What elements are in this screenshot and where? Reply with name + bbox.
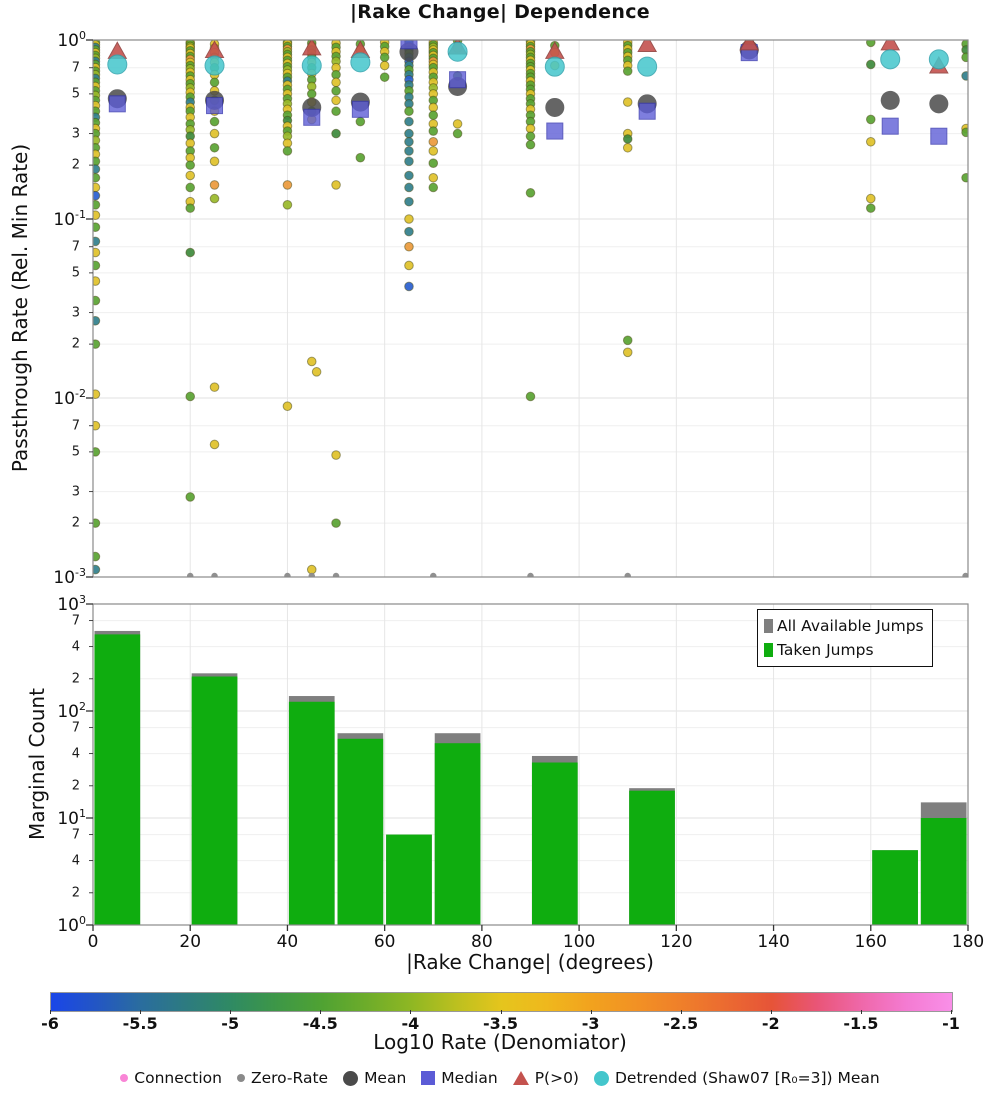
- bar-taken: [94, 634, 140, 925]
- zero-rate-point: [187, 573, 193, 579]
- legend-label: All Available Jumps: [777, 617, 924, 635]
- scatter-point: [186, 392, 195, 401]
- detrended-marker: [205, 56, 224, 75]
- x-tick-label: 0: [87, 932, 99, 952]
- scatter-point: [429, 159, 438, 168]
- colorbar-tick-label: -2: [761, 1014, 780, 1033]
- scatter-point: [405, 261, 414, 270]
- legend-item-zero-rate: [237, 1069, 328, 1087]
- colorbar: [50, 992, 953, 1012]
- scatter-point: [405, 215, 414, 224]
- colorbar-tick-label: -5: [221, 1014, 240, 1033]
- scatter-point: [186, 171, 195, 180]
- y-tick-minor-label: 2: [71, 885, 80, 901]
- detrended-marker: [545, 57, 564, 76]
- y-tick-minor-label: 7: [71, 720, 80, 736]
- mean-marker: [545, 98, 564, 117]
- scatter-point: [429, 147, 438, 156]
- y-tick-minor-label: 7: [71, 239, 80, 255]
- colorbar-tick-label: -5.5: [122, 1014, 158, 1033]
- bar-taken: [192, 677, 238, 925]
- legend-item-mean: [343, 1069, 406, 1087]
- colorbar-tick-label: -1: [942, 1014, 960, 1033]
- scatter-point: [526, 392, 535, 401]
- scatter-point: [405, 117, 414, 126]
- legend-item-taken: [764, 638, 924, 662]
- scatter-point: [866, 38, 875, 47]
- x-tick-label: 140: [757, 932, 790, 952]
- y-tick-minor-label: 2: [71, 336, 80, 352]
- bar-taken: [629, 791, 675, 925]
- scatter-point: [429, 137, 438, 146]
- colorbar-label: Log10 Rate (Denomiator): [373, 1030, 627, 1054]
- y-tick-minor-label: 3: [71, 484, 80, 500]
- scatter-point: [332, 519, 341, 528]
- all-available-jumps-swatch: [764, 619, 773, 633]
- scatter-point: [623, 336, 632, 345]
- detrended-marker: [108, 55, 127, 74]
- x-tick-label: 40: [276, 932, 299, 952]
- scatter-point: [356, 153, 365, 162]
- scatter-point: [283, 201, 292, 210]
- scatter-point: [405, 147, 414, 156]
- median-marker: [109, 96, 125, 112]
- y-tick-minor-label: 3: [71, 126, 80, 142]
- scatter-point: [332, 129, 341, 138]
- plot-area: [91, 33, 970, 579]
- legend-label: Median: [441, 1069, 498, 1087]
- scatter-point: [380, 61, 389, 70]
- legend-label: Zero-Rate: [250, 1069, 329, 1087]
- zero-rate-point: [430, 573, 436, 579]
- colorbar-tick-label: -2.5: [663, 1014, 699, 1033]
- scatter-point: [623, 67, 632, 76]
- zero-rate-point: [333, 573, 339, 579]
- scatter-point: [453, 120, 462, 129]
- legend-item-detrended: [594, 1069, 880, 1087]
- scatter-point: [623, 98, 632, 107]
- scatter-point: [866, 204, 875, 213]
- legend-label: P(>0): [534, 1069, 579, 1087]
- x-tick-label: 100: [562, 932, 596, 952]
- legend-item-median: [421, 1069, 497, 1087]
- zero-rate-point: [211, 573, 217, 579]
- mean-marker: [881, 91, 900, 110]
- scatter-point: [332, 78, 341, 87]
- scatter-point: [186, 204, 195, 213]
- median-marker: [547, 123, 563, 139]
- scatter-point: [405, 107, 414, 116]
- colorbar-tick-label: -6: [41, 1014, 59, 1033]
- y-tick-label: $10^3$: [57, 593, 86, 615]
- y-tick-minor-label: 7: [71, 613, 80, 629]
- y-tick-minor-label: 2: [71, 515, 80, 531]
- scatter-point: [210, 117, 219, 126]
- x-tick-label: 160: [854, 932, 887, 952]
- y-tick-minor-label: 4: [71, 853, 80, 869]
- median-marker: [639, 103, 655, 119]
- p-gt-0-marker: [881, 34, 899, 50]
- colorbar-tick-label: -4.5: [302, 1014, 338, 1033]
- mean-marker: [929, 94, 948, 113]
- scatter-point: [186, 183, 195, 192]
- scatter-point: [210, 157, 219, 166]
- p-gt-0-marker: [638, 35, 656, 51]
- scatter-point: [866, 194, 875, 203]
- scatter-point: [453, 129, 462, 138]
- histogram-legend: [757, 609, 933, 667]
- bar-taken: [289, 702, 335, 925]
- scatter-point: [962, 128, 971, 137]
- scatter-point: [332, 107, 341, 116]
- scatter-point: [623, 135, 632, 144]
- x-tick-label: 120: [660, 932, 693, 952]
- scatter-point: [866, 60, 875, 69]
- scatter-point: [429, 173, 438, 182]
- taken-jumps-swatch: [764, 643, 773, 657]
- scatter-point: [623, 348, 632, 357]
- zero-rate-point: [284, 573, 290, 579]
- legend-label: Mean: [364, 1069, 407, 1087]
- p-gt-0-marker: [740, 34, 758, 50]
- x-tick-label: 180: [951, 932, 985, 952]
- x-axis-label: |Rake Change| (degrees): [406, 950, 654, 974]
- scatter-point: [866, 137, 875, 146]
- y-tick-minor-label: 5: [71, 86, 80, 102]
- y-tick-label: $10^0$: [57, 914, 86, 936]
- colorbar-tick-label: -4: [401, 1014, 420, 1033]
- scatter-point: [429, 111, 438, 120]
- bottom-y-axis-label: Marginal Count: [25, 688, 49, 840]
- scatter-point: [962, 72, 971, 81]
- legend-item-connection: [120, 1069, 222, 1087]
- median-marker: [207, 98, 223, 114]
- y-tick-minor-label: 3: [71, 305, 80, 321]
- median-marker: [352, 101, 368, 117]
- y-tick-label: $10^{-3}$: [53, 566, 86, 588]
- detrended-marker: [351, 53, 370, 72]
- scatter-point: [405, 197, 414, 206]
- scatter-point: [307, 565, 316, 574]
- chart-title: |Rake Change| Dependence: [350, 1, 650, 23]
- y-tick-minor-label: 2: [71, 157, 80, 173]
- scatter-point: [623, 143, 632, 152]
- scatter-point: [356, 117, 365, 126]
- colorbar-tick-label: -1.5: [843, 1014, 879, 1033]
- scatter-point: [307, 90, 316, 99]
- y-tick-label: $10^2$: [57, 700, 86, 722]
- scatter-point: [405, 171, 414, 180]
- zero-rate-marker-icon: [237, 1074, 245, 1082]
- scatter-point: [312, 368, 321, 377]
- bar-taken: [921, 818, 967, 925]
- detrended-marker: [929, 50, 948, 69]
- scatter-point: [283, 181, 292, 190]
- x-tick-label: 60: [373, 932, 396, 952]
- y-tick-label: $10^0$: [57, 29, 86, 51]
- scatter-point: [429, 183, 438, 192]
- legend-label: Connection: [134, 1069, 222, 1087]
- x-tick-label: 20: [179, 932, 202, 952]
- scatter-point: [283, 402, 292, 411]
- detrended-marker: [881, 50, 900, 69]
- y-tick-label: $10^{-1}$: [53, 208, 86, 230]
- scatter-point: [186, 161, 195, 170]
- scatter-panel: [93, 40, 968, 577]
- scatter-point: [210, 440, 219, 449]
- scatter-point: [380, 53, 389, 62]
- scatter-point: [283, 147, 292, 156]
- scatter-point: [405, 129, 414, 138]
- y-tick-minor-label: 7: [71, 60, 80, 76]
- scatter-point: [210, 129, 219, 138]
- scatter-point: [186, 248, 195, 257]
- scatter-point: [405, 183, 414, 192]
- bar-taken: [532, 763, 578, 925]
- scatter-point: [526, 140, 535, 149]
- zero-rate-point: [527, 573, 533, 579]
- scatter-point: [866, 115, 875, 124]
- legend-label: Taken Jumps: [777, 641, 874, 660]
- y-tick-label: $10^{-2}$: [53, 387, 86, 409]
- scatter-point: [526, 132, 535, 141]
- y-tick-minor-label: 4: [71, 746, 80, 762]
- detrended-marker: [638, 57, 657, 76]
- y-tick-minor-label: 5: [71, 265, 80, 281]
- median-marker: [401, 33, 417, 49]
- bar-taken: [435, 743, 481, 925]
- y-tick-minor-label: 2: [71, 778, 80, 794]
- bar-taken: [386, 835, 432, 925]
- y-tick-minor-label: 7: [71, 827, 80, 843]
- zero-rate-point: [309, 573, 315, 579]
- p-gt-0-marker: [206, 41, 224, 57]
- scatter-point: [186, 493, 195, 502]
- median-marker: [882, 118, 898, 134]
- scatter-point: [405, 227, 414, 236]
- colorbar-tick-label: -3: [581, 1014, 600, 1033]
- scatter-point: [526, 189, 535, 198]
- p-gt-0-marker: [546, 42, 564, 58]
- detrended-marker: [302, 56, 321, 75]
- scatter-point: [962, 173, 971, 182]
- detrended-marker-icon: [594, 1071, 609, 1086]
- legend-item-all-available: [764, 614, 924, 638]
- legend-label: Detrended (Shaw07 [R₀=3]) Mean: [614, 1069, 880, 1087]
- scatter-point: [210, 181, 219, 190]
- legend-item-p-gt-0: [513, 1069, 579, 1087]
- connection-marker-icon: [120, 1074, 128, 1082]
- bar-taken: [872, 850, 918, 925]
- scatter-point: [332, 96, 341, 105]
- scatter-point: [962, 53, 971, 62]
- zero-rate-point: [625, 573, 631, 579]
- scatter-point: [332, 181, 341, 190]
- bar-taken: [338, 739, 384, 925]
- median-marker: [931, 128, 947, 144]
- median-marker: [450, 72, 466, 88]
- scatter-point: [429, 127, 438, 136]
- scatter-point: [405, 282, 414, 291]
- p-gt-0-marker-icon: [513, 1071, 529, 1085]
- figure-legend: [0, 1069, 1000, 1087]
- scatter-point: [405, 157, 414, 166]
- y-tick-label: $10^1$: [57, 807, 86, 829]
- y-tick-minor-label: 2: [71, 671, 80, 687]
- scatter-point: [380, 73, 389, 82]
- scatter-point: [332, 87, 341, 96]
- scatter-point: [210, 78, 219, 87]
- scatter-point: [307, 357, 316, 366]
- detrended-marker: [448, 42, 467, 61]
- colorbar-tick-label: -3.5: [483, 1014, 518, 1033]
- x-tick-label: 80: [471, 932, 493, 952]
- y-tick-minor-label: 4: [71, 639, 80, 655]
- scatter-point: [210, 143, 219, 152]
- median-marker-icon: [421, 1071, 435, 1085]
- mean-marker-icon: [343, 1071, 358, 1086]
- median-marker: [304, 109, 320, 125]
- scatter-point: [332, 451, 341, 460]
- p-gt-0-marker: [303, 39, 321, 55]
- scatter-point: [210, 194, 219, 203]
- scatter-point: [210, 383, 219, 392]
- top-y-axis-label: Passthrough Rate (Rel. Min Rate): [8, 143, 32, 473]
- y-tick-minor-label: 5: [71, 444, 80, 460]
- scatter-point: [405, 242, 414, 251]
- scatter-point: [405, 137, 414, 146]
- y-tick-minor-label: 7: [71, 418, 80, 434]
